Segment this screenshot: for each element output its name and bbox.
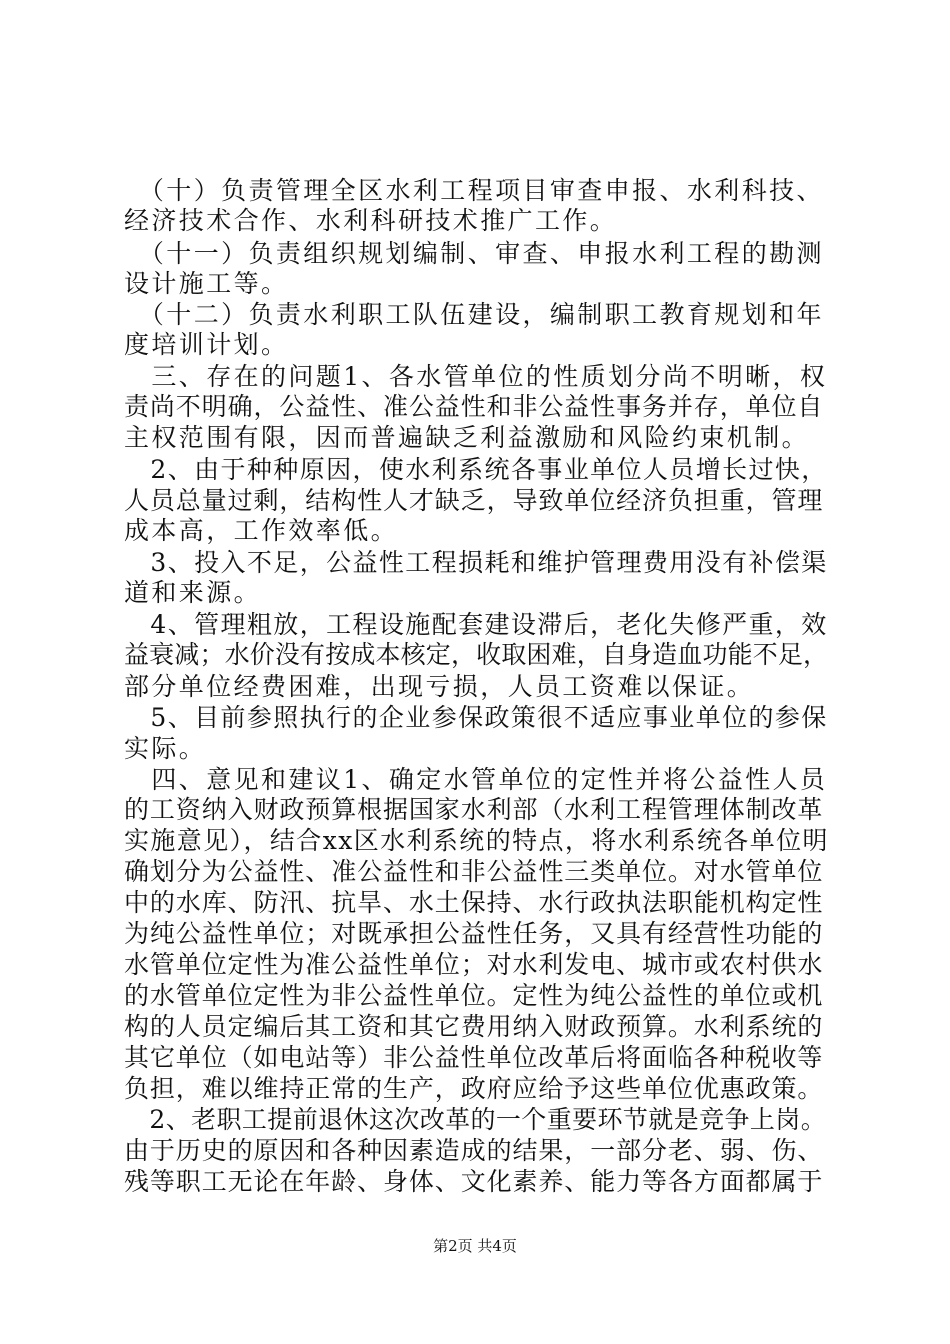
text-line: （十二）负责水利职工队伍建设，编制职工教育规划和年: [124, 300, 824, 329]
text-line: 的水管单位定性为非公益性单位。定性为纯公益性的单位或机: [124, 981, 824, 1010]
text-line: 的工资纳入财政预算根据国家水利部（水利工程管理体制改革: [124, 795, 824, 824]
text-line: 由于历史的原因和各种因素造成的结果，一部分老、弱、伤、: [124, 1136, 824, 1165]
text-line: 4、管理粗放，工程设施配套建设滞后，老化失修严重，效: [124, 610, 828, 639]
text-line: 人员总量过剩，结构性人才缺乏，导致单位经济负担重，管理: [124, 486, 824, 515]
text-line: 经济技术合作、水利科研技术推广工作。: [124, 206, 618, 235]
text-line: 其它单位（如电站等）非公益性单位改革后将面临各种税收等: [124, 1043, 824, 1072]
text-line: 实际。: [124, 734, 207, 763]
text-line: 5、目前参照执行的企业参保政策很不适应事业单位的参保: [124, 703, 828, 732]
text-line: 部分单位经费困难，出现亏损，人员工资难以保证。: [124, 672, 755, 701]
text-line: 水管单位定性为准公益性单位；对水利发电、城市或农村供水: [124, 950, 824, 979]
text-line: 中的水库、防汛、抗旱、水土保持、水行政执法职能机构定性: [124, 888, 824, 917]
text-line: 道和来源。: [124, 578, 262, 607]
text-line: 三、存在的问题1、各水管单位的性质划分尚不明晰，权: [124, 362, 828, 391]
text-line: 设计施工等。: [124, 269, 289, 298]
text-line: 2、老职工提前退休这次改革的一个重要环节就是竞争上岗。: [124, 1105, 827, 1134]
text-line: （十）负责管理全区水利工程项目审查申报、水利科技、: [124, 176, 824, 205]
text-line: 3、投入不足，公益性工程损耗和维护管理费用没有补偿渠: [124, 548, 828, 577]
text-line: 主权范围有限，因而普遍缺乏利益激励和风险约束机制。: [124, 423, 810, 452]
text-line: 责尚不明确，公益性、准公益性和非公益性事务并存，单位自: [124, 392, 824, 421]
text-line: 残等职工无论在年龄、身体、文化素养、能力等各方面都属于: [124, 1167, 824, 1196]
text-line: 确划分为公益性、准公益性和非公益性三类单位。对水管单位: [124, 857, 824, 886]
text-line: 度培训计划。: [124, 330, 289, 359]
text-line: 益衰减；水价没有按成本核定，收取困难，自身造血功能不足，: [124, 640, 829, 669]
text-line: 2、由于种种原因，使水利系统各事业单位人员增长过快，: [124, 455, 828, 484]
text-line: 负担，难以维持正常的生产，政府应给予这些单位优惠政策。: [124, 1074, 824, 1103]
page-footer: 第2页 共4页: [433, 1237, 517, 1255]
text-line: 为纯公益性单位；对既承担公益性任务，又具有经营性功能的: [124, 919, 824, 948]
text-line: （十一）负责组织规划编制、审查、申报水利工程的勘测: [124, 239, 824, 268]
text-line: 成本高，工作效率低。: [124, 516, 399, 545]
text-line: 构的人员定编后其工资和其它费用纳入财政预算。水利系统的: [124, 1012, 824, 1041]
text-line: 四、意见和建议1、确定水管单位的定性并将公益性人员: [124, 765, 828, 794]
text-line: 实施意见），结合xx区水利系统的特点，将水利系统各单位明: [124, 826, 829, 855]
